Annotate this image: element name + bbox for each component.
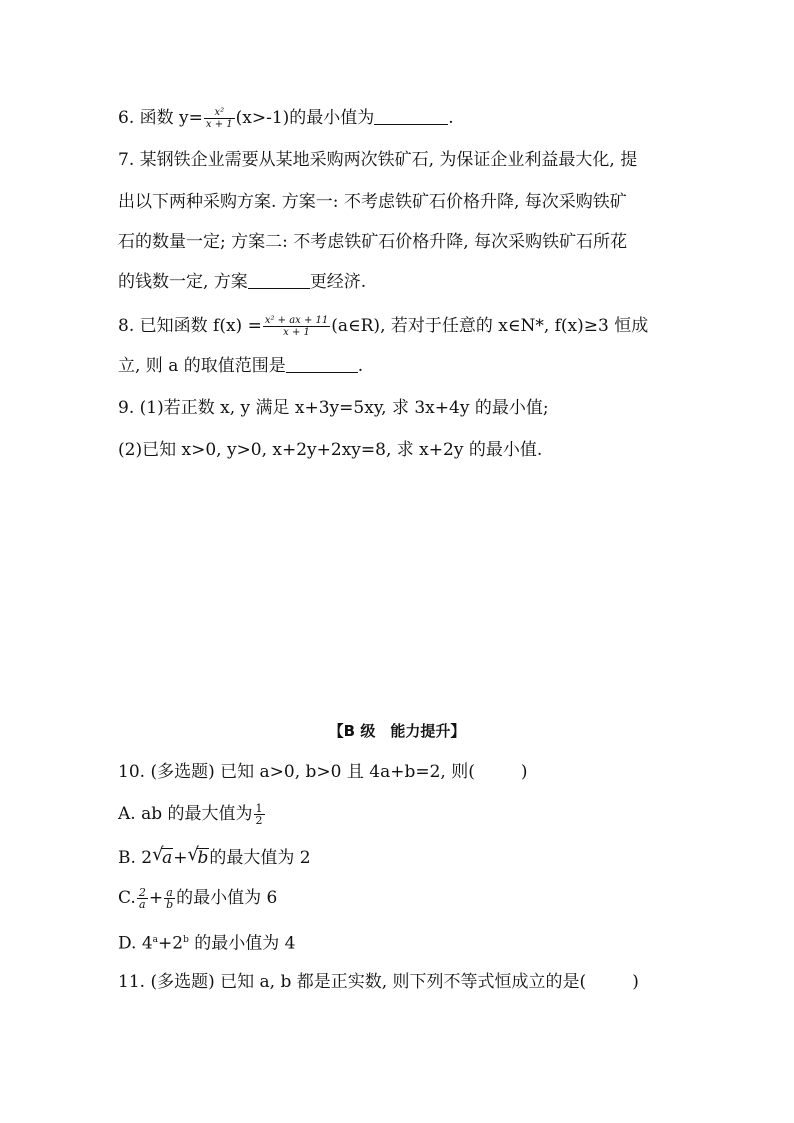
option-d: D. $4^a+2^b$ 的最小值为 4 <box>118 933 296 954</box>
fraction: $\frac{a}{b}$ <box>166 886 174 911</box>
question-10-stem: 10. (多选题) 已知 a>0, b>0 且 4a+b=2, 则( ) <box>118 762 528 782</box>
option-b: B. 2 √ a+ √ b的最大值为 2 <box>118 844 311 868</box>
fraction: $\frac{1}{2}$ <box>255 802 263 827</box>
fraction: $\frac{2}{a}$ <box>138 886 146 911</box>
question-11-stem: 11. (多选题) 已知 a, b 都是正实数, 则下列不等式恒成立的是( ) <box>118 972 639 992</box>
question-7-line-1: 7. 某钢铁企业需要从某地采购两次铁矿石, 为保证企业利益最大化, 提 <box>118 150 638 170</box>
question-7-line-3: 石的数量一定; 方案二: 不考虑铁矿石价格升降, 每次采购铁矿石所花 <box>118 232 628 252</box>
answer-blank[interactable] <box>374 108 448 125</box>
option-a: A. ab 的最大值为 $\frac{1}{2}$ <box>118 802 263 827</box>
section-heading: 【B 级 能力提升】 <box>328 722 466 740</box>
question-6: 6. 函数 y= $\frac{\text{x²}}{x + 1}$ (x>-1)的最小值为 . <box>118 107 454 130</box>
question-7-line-4: 的钱数一定, 方案 更经济. <box>118 272 367 292</box>
question-9-part-1: 9. (1)若正数 x, y 满足 x+3y=5xy, 求 3x+4y 的最小值; <box>118 398 549 418</box>
answer-blank[interactable] <box>286 356 358 373</box>
question-8-line-1: 8. 已知函数 f(x) = $\frac{\text{x² + ax + 11}}{x + 1}$ (a∈R), 若对于任意的 x∈N*, f(x)≥3 恒成 <box>118 315 649 338</box>
question-9-part-2: (2)已知 x>0, y>0, x+2y+2xy=8, 求 x+2y 的最小值. <box>118 440 543 460</box>
option-c: C. $\frac{2}{a}$ + $\frac{a}{b}$ 的最小值为 6 <box>118 886 278 911</box>
question-8-line-2: 立, 则 a 的取值范围是 . <box>118 356 364 376</box>
answer-blank[interactable] <box>248 272 310 289</box>
fraction: $\frac{\text{x²}}{x + 1}$ <box>205 107 233 130</box>
fraction: $\frac{\text{x² + ax + 11}}{x + 1}$ <box>264 315 329 338</box>
sqrt-expression: √ a <box>152 844 173 868</box>
question-7-line-2: 出以下两种采购方案. 方案一: 不考虑铁矿石价格升降, 每次采购铁矿 <box>118 192 627 212</box>
sqrt-expression: √ b <box>187 844 209 868</box>
